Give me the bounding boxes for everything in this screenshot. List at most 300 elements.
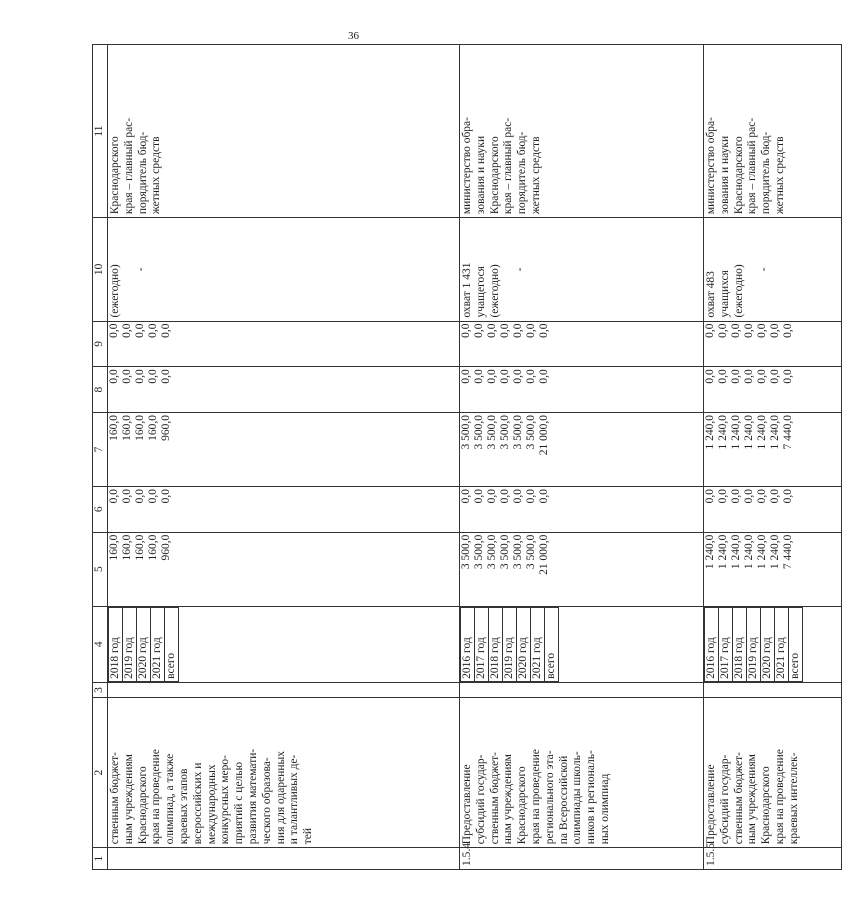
year-row bbox=[704, 413, 717, 486]
year-row bbox=[769, 533, 782, 606]
value-c9: 0,0 bbox=[704, 323, 716, 338]
value-c6: 0,0 bbox=[460, 488, 472, 504]
year-row bbox=[460, 367, 473, 412]
year-label: всего bbox=[789, 607, 803, 681]
year-row bbox=[486, 322, 499, 367]
section-id bbox=[108, 848, 460, 870]
values-c6 bbox=[108, 486, 460, 532]
value-c6: 0,0 bbox=[160, 488, 172, 504]
value-c7: 3 500,0 bbox=[525, 414, 537, 450]
total-row bbox=[160, 533, 173, 606]
year-row bbox=[461, 607, 475, 681]
value-c9: 0,0 bbox=[512, 323, 524, 338]
year-row bbox=[525, 413, 538, 486]
year-row bbox=[705, 607, 719, 681]
year-row bbox=[756, 487, 769, 532]
total-row bbox=[160, 413, 173, 486]
values-c8 bbox=[108, 367, 460, 413]
value-c5: 3 500,0 bbox=[512, 534, 524, 570]
year-row bbox=[769, 487, 782, 532]
value-c6: 0,0 bbox=[147, 488, 159, 504]
year-label: 2021 год bbox=[151, 607, 165, 681]
year-row bbox=[460, 487, 473, 532]
total-row bbox=[782, 322, 795, 367]
value-c7: 160,0 bbox=[147, 414, 159, 441]
year-label: 2020 год bbox=[517, 607, 531, 681]
year-row bbox=[473, 487, 486, 532]
values-c8 bbox=[704, 367, 842, 413]
value-c6: 0,0 bbox=[486, 488, 498, 504]
col-header: 9 bbox=[93, 321, 108, 367]
value-c5: 160,0 bbox=[134, 534, 146, 561]
value-c8: 0,0 bbox=[743, 369, 755, 384]
value-c5: 160,0 bbox=[121, 534, 133, 561]
year-row bbox=[108, 487, 121, 532]
year-row bbox=[512, 487, 525, 532]
value-c5: 3 500,0 bbox=[460, 534, 472, 570]
year-row bbox=[717, 533, 730, 606]
total-row bbox=[538, 322, 551, 367]
total-row bbox=[782, 533, 795, 606]
sub-table bbox=[108, 322, 173, 367]
year-row bbox=[473, 322, 486, 367]
year-row bbox=[525, 533, 538, 606]
year-label: 2016 год bbox=[705, 607, 719, 681]
section-description: ственным бюджет- ным учреждениям Краснодарского края на проведение олимпиад, а также краевых этапов всероссийских и международных конкурсных меро- приятий с целью развития математи- ческого образова- ния для одаренных и талантливых де- тей bbox=[108, 698, 460, 848]
value-c7: 7 440,0 bbox=[782, 414, 794, 450]
value-c6: 0,0 bbox=[499, 488, 511, 504]
year-row bbox=[743, 413, 756, 486]
value-c6: 0,0 bbox=[538, 488, 550, 504]
value-c5: 160,0 bbox=[108, 534, 120, 561]
values-c6 bbox=[460, 486, 704, 532]
year-row bbox=[717, 322, 730, 367]
table-body bbox=[108, 45, 842, 870]
sub-table bbox=[704, 322, 795, 367]
value-c6: 0,0 bbox=[108, 488, 120, 504]
year-row bbox=[460, 322, 473, 367]
total-row bbox=[160, 487, 173, 532]
year-row bbox=[499, 413, 512, 486]
result-total: - bbox=[134, 267, 147, 272]
total-row bbox=[545, 607, 559, 681]
value-c9: 0,0 bbox=[743, 323, 755, 338]
values-c6 bbox=[704, 486, 842, 532]
year-row bbox=[719, 607, 733, 681]
empty-cell bbox=[108, 682, 460, 697]
responsible-cell: министерство обра- зования и науки Краснодарского края – главный рас- порядитель бюд- жетных средств bbox=[704, 45, 842, 218]
value-c5: 1 240,0 bbox=[743, 534, 755, 570]
value-c8: 0,0 bbox=[473, 369, 485, 384]
year-label: 2020 год bbox=[137, 607, 151, 681]
year-row bbox=[775, 607, 789, 681]
value-c9: 0,0 bbox=[782, 323, 794, 338]
result-total: - bbox=[514, 267, 527, 272]
sub-table bbox=[108, 533, 173, 606]
year-row bbox=[743, 322, 756, 367]
col-header: 7 bbox=[93, 412, 108, 486]
value-c9: 0,0 bbox=[108, 323, 120, 338]
value-c9: 0,0 bbox=[160, 323, 172, 338]
value-c9: 0,0 bbox=[769, 323, 781, 338]
year-row bbox=[121, 487, 134, 532]
value-c5: 21 000,0 bbox=[538, 534, 550, 575]
year-row bbox=[499, 533, 512, 606]
values-c7 bbox=[704, 412, 842, 486]
value-c8: 0,0 bbox=[147, 369, 159, 384]
year-label: 2018 год bbox=[489, 607, 503, 681]
sub-table bbox=[460, 487, 551, 532]
value-c5: 1 240,0 bbox=[704, 534, 716, 570]
total-row bbox=[538, 367, 551, 412]
value-c9: 0,0 bbox=[460, 323, 472, 338]
value-c6: 0,0 bbox=[717, 488, 729, 504]
year-row bbox=[717, 367, 730, 412]
total-row bbox=[782, 413, 795, 486]
year-row bbox=[134, 533, 147, 606]
value-c5: 7 440,0 bbox=[782, 534, 794, 570]
sub-table bbox=[704, 367, 795, 412]
years-cell bbox=[460, 606, 704, 682]
value-c8: 0,0 bbox=[121, 369, 133, 384]
values-c9 bbox=[704, 321, 842, 367]
value-c7: 3 500,0 bbox=[473, 414, 485, 450]
value-c8: 0,0 bbox=[704, 369, 716, 384]
value-c9: 0,0 bbox=[147, 323, 159, 338]
year-row bbox=[108, 533, 121, 606]
year-row bbox=[134, 413, 147, 486]
value-c9: 0,0 bbox=[121, 323, 133, 338]
year-row bbox=[489, 607, 503, 681]
year-row bbox=[134, 487, 147, 532]
years-cell bbox=[108, 606, 460, 682]
year-label: 2021 год bbox=[775, 607, 789, 681]
sub-table bbox=[460, 607, 559, 682]
total-row bbox=[165, 607, 179, 681]
value-c5: 3 500,0 bbox=[525, 534, 537, 570]
year-row bbox=[769, 367, 782, 412]
col-header: 5 bbox=[93, 532, 108, 606]
value-c8: 0,0 bbox=[782, 369, 794, 384]
year-row bbox=[121, 367, 134, 412]
year-row bbox=[756, 413, 769, 486]
value-c9: 0,0 bbox=[717, 323, 729, 338]
values-c7 bbox=[460, 412, 704, 486]
result-cell bbox=[704, 218, 842, 321]
year-label: 2018 год bbox=[733, 607, 747, 681]
value-c9: 0,0 bbox=[538, 323, 550, 338]
col-header: 8 bbox=[93, 367, 108, 413]
total-row bbox=[782, 367, 795, 412]
total-row bbox=[538, 413, 551, 486]
total-row bbox=[160, 322, 173, 367]
year-row bbox=[473, 367, 486, 412]
values-c5 bbox=[108, 532, 460, 606]
header-row bbox=[93, 45, 108, 870]
value-c9: 0,0 bbox=[499, 323, 511, 338]
col-header: 6 bbox=[93, 486, 108, 532]
col-header: 11 bbox=[93, 45, 108, 218]
year-row bbox=[473, 533, 486, 606]
sub-table bbox=[460, 367, 551, 412]
year-row bbox=[108, 413, 121, 486]
value-c6: 0,0 bbox=[704, 488, 716, 504]
year-row bbox=[743, 533, 756, 606]
total-row bbox=[789, 607, 803, 681]
value-c9: 0,0 bbox=[756, 323, 768, 338]
value-c9: 0,0 bbox=[473, 323, 485, 338]
col-header: 4 bbox=[93, 606, 108, 682]
value-c8: 0,0 bbox=[756, 369, 768, 384]
value-c8: 0,0 bbox=[486, 369, 498, 384]
empty-cell bbox=[704, 682, 842, 697]
year-row bbox=[121, 322, 134, 367]
year-label: 2017 год bbox=[475, 607, 489, 681]
col-header: 1 bbox=[93, 848, 108, 870]
sub-table bbox=[460, 533, 551, 606]
value-c6: 0,0 bbox=[756, 488, 768, 504]
year-label: 2019 год bbox=[747, 607, 761, 681]
year-row bbox=[525, 322, 538, 367]
sub-table bbox=[704, 413, 795, 486]
year-row bbox=[108, 367, 121, 412]
value-c7: 3 500,0 bbox=[486, 414, 498, 450]
page-number: 36 bbox=[348, 30, 359, 42]
values-c8 bbox=[460, 367, 704, 413]
value-c9: 0,0 bbox=[730, 323, 742, 338]
year-row bbox=[147, 367, 160, 412]
value-c7: 1 240,0 bbox=[704, 414, 716, 450]
value-c8: 0,0 bbox=[134, 369, 146, 384]
value-c7: 3 500,0 bbox=[460, 414, 472, 450]
total-row bbox=[782, 487, 795, 532]
result-text: охват 483 учащихся (ежегодно) bbox=[705, 264, 745, 318]
year-label: 2021 год bbox=[531, 607, 545, 681]
year-row bbox=[499, 322, 512, 367]
total-row bbox=[538, 533, 551, 606]
value-c7: 21 000,0 bbox=[538, 414, 550, 456]
value-c6: 0,0 bbox=[134, 488, 146, 504]
values-c9 bbox=[108, 321, 460, 367]
year-row bbox=[704, 367, 717, 412]
value-c7: 1 240,0 bbox=[717, 414, 729, 450]
sub-table bbox=[704, 533, 795, 606]
year-row bbox=[756, 322, 769, 367]
year-row bbox=[503, 607, 517, 681]
value-c7: 1 240,0 bbox=[756, 414, 768, 450]
year-label: 2019 год bbox=[123, 607, 137, 681]
section-id: 1.5.4 bbox=[460, 848, 704, 870]
year-row bbox=[147, 533, 160, 606]
year-row bbox=[761, 607, 775, 681]
section-description: Предоставление субсидий государ- ственным бюджет- ным учреждениям Краснодарского края на проведение регионального эта- па Всероссийской олимпиады школь- ников и региональ- ных олимпиад bbox=[460, 698, 704, 848]
value-c5: 3 500,0 bbox=[486, 534, 498, 570]
sub-table bbox=[704, 607, 803, 682]
value-c7: 1 240,0 bbox=[769, 414, 781, 450]
year-row bbox=[512, 533, 525, 606]
section-row bbox=[704, 45, 842, 870]
year-row bbox=[121, 533, 134, 606]
year-label: всего bbox=[165, 607, 179, 681]
year-row bbox=[747, 607, 761, 681]
value-c6: 0,0 bbox=[769, 488, 781, 504]
year-row bbox=[512, 367, 525, 412]
year-row bbox=[704, 487, 717, 532]
year-row bbox=[730, 487, 743, 532]
year-row bbox=[134, 322, 147, 367]
result-cell bbox=[108, 218, 460, 321]
year-row bbox=[769, 413, 782, 486]
year-row bbox=[704, 533, 717, 606]
value-c9: 0,0 bbox=[134, 323, 146, 338]
sub-table bbox=[108, 607, 179, 682]
value-c8: 0,0 bbox=[512, 369, 524, 384]
value-c7: 3 500,0 bbox=[512, 414, 524, 450]
section-description: Предоставление субсидий государ- ственным бюджет- ным учреждениям Краснодарского края на проведение краевых интеллек- bbox=[704, 698, 842, 848]
year-row bbox=[137, 607, 151, 681]
year-label: всего bbox=[545, 607, 559, 681]
year-row bbox=[704, 322, 717, 367]
year-row bbox=[460, 413, 473, 486]
program-table bbox=[92, 44, 842, 870]
value-c8: 0,0 bbox=[499, 369, 511, 384]
value-c5: 1 240,0 bbox=[717, 534, 729, 570]
result-cell bbox=[460, 218, 704, 321]
value-c5: 3 500,0 bbox=[473, 534, 485, 570]
value-c7: 3 500,0 bbox=[499, 414, 511, 450]
year-row bbox=[486, 533, 499, 606]
value-c8: 0,0 bbox=[460, 369, 472, 384]
year-row bbox=[717, 413, 730, 486]
sub-table bbox=[108, 487, 173, 532]
year-row bbox=[147, 322, 160, 367]
value-c6: 0,0 bbox=[525, 488, 537, 504]
year-row bbox=[147, 413, 160, 486]
year-row bbox=[108, 322, 121, 367]
year-row bbox=[717, 487, 730, 532]
year-row bbox=[733, 607, 747, 681]
value-c6: 0,0 bbox=[730, 488, 742, 504]
value-c8: 0,0 bbox=[769, 369, 781, 384]
result-total: - bbox=[758, 267, 771, 272]
value-c8: 0,0 bbox=[525, 369, 537, 384]
value-c8: 0,0 bbox=[538, 369, 550, 384]
value-c5: 1 240,0 bbox=[730, 534, 742, 570]
year-row bbox=[473, 413, 486, 486]
year-row bbox=[756, 533, 769, 606]
year-row bbox=[486, 413, 499, 486]
year-label: 2020 год bbox=[761, 607, 775, 681]
year-label: 2017 год bbox=[719, 607, 733, 681]
values-c5 bbox=[460, 532, 704, 606]
year-row bbox=[769, 322, 782, 367]
year-row bbox=[512, 322, 525, 367]
col-header: 3 bbox=[93, 682, 108, 697]
value-c8: 0,0 bbox=[717, 369, 729, 384]
values-c5 bbox=[704, 532, 842, 606]
value-c6: 0,0 bbox=[512, 488, 524, 504]
rotated-table-container bbox=[92, 44, 801, 870]
total-row bbox=[160, 367, 173, 412]
value-c9: 0,0 bbox=[486, 323, 498, 338]
value-c8: 0,0 bbox=[730, 369, 742, 384]
year-label: 2018 год bbox=[109, 607, 123, 681]
year-row bbox=[517, 607, 531, 681]
value-c9: 0,0 bbox=[525, 323, 537, 338]
year-row bbox=[486, 487, 499, 532]
value-c6: 0,0 bbox=[473, 488, 485, 504]
values-c7 bbox=[108, 412, 460, 486]
year-row bbox=[730, 533, 743, 606]
year-row bbox=[512, 413, 525, 486]
year-row bbox=[121, 413, 134, 486]
section-row bbox=[108, 45, 460, 870]
sub-table bbox=[460, 413, 551, 486]
section-id: 1.5.5 bbox=[704, 848, 842, 870]
responsible-cell: Краснодарского края – главный рас- порядитель бюд- жетных средств bbox=[108, 45, 460, 218]
value-c5: 3 500,0 bbox=[499, 534, 511, 570]
values-c9 bbox=[460, 321, 704, 367]
year-row bbox=[743, 487, 756, 532]
value-c5: 960,0 bbox=[160, 534, 172, 561]
value-c6: 0,0 bbox=[121, 488, 133, 504]
section-row bbox=[460, 45, 704, 870]
value-c6: 0,0 bbox=[782, 488, 794, 504]
value-c7: 160,0 bbox=[108, 414, 120, 441]
year-row bbox=[475, 607, 489, 681]
value-c7: 160,0 bbox=[134, 414, 146, 441]
year-row bbox=[730, 322, 743, 367]
value-c7: 1 240,0 bbox=[743, 414, 755, 450]
value-c8: 0,0 bbox=[108, 369, 120, 384]
year-row bbox=[123, 607, 137, 681]
col-header: 2 bbox=[93, 698, 108, 848]
value-c7: 1 240,0 bbox=[730, 414, 742, 450]
result-text: охват 1 431 учащегося (ежегодно) bbox=[461, 262, 501, 318]
empty-cell bbox=[460, 682, 704, 697]
year-row bbox=[134, 367, 147, 412]
year-row bbox=[531, 607, 545, 681]
value-c5: 1 240,0 bbox=[756, 534, 768, 570]
col-header: 10 bbox=[93, 218, 108, 321]
sub-table bbox=[108, 413, 173, 486]
responsible-cell: министерство обра- зования и науки Краснодарского края – главный рас- порядитель бюд- жетных средств bbox=[460, 45, 704, 218]
value-c5: 1 240,0 bbox=[769, 534, 781, 570]
year-row bbox=[109, 607, 123, 681]
year-row bbox=[525, 367, 538, 412]
year-row bbox=[743, 367, 756, 412]
year-row bbox=[499, 487, 512, 532]
year-row bbox=[730, 413, 743, 486]
value-c7: 160,0 bbox=[121, 414, 133, 441]
year-label: 2016 год bbox=[461, 607, 475, 681]
year-row bbox=[730, 367, 743, 412]
value-c6: 0,0 bbox=[743, 488, 755, 504]
sub-table bbox=[460, 322, 551, 367]
year-row bbox=[486, 367, 499, 412]
result-text: (ежегодно) bbox=[109, 264, 121, 318]
year-row bbox=[151, 607, 165, 681]
year-label: 2019 год bbox=[503, 607, 517, 681]
sub-table bbox=[704, 487, 795, 532]
total-row bbox=[538, 487, 551, 532]
year-row bbox=[499, 367, 512, 412]
sub-table bbox=[108, 367, 173, 412]
year-row bbox=[147, 487, 160, 532]
year-row bbox=[460, 533, 473, 606]
year-row bbox=[525, 487, 538, 532]
value-c5: 160,0 bbox=[147, 534, 159, 561]
